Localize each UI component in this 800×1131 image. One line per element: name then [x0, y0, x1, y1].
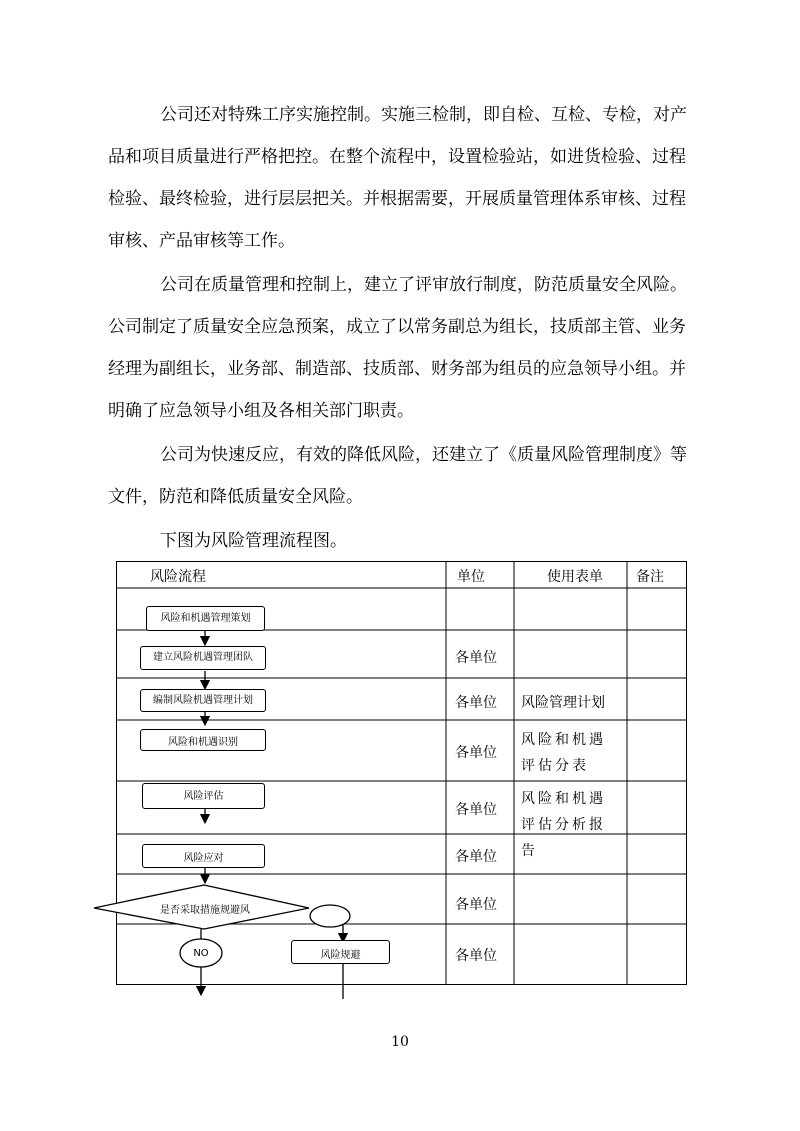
form-cell: 风险和机遇评估分析报告	[521, 791, 606, 859]
paragraph-1: 公司还对特殊工序实施控制。实施三检制，即自检、互检、专检，对产品和项目质量进行严格把控。在整个流程中，设置检验站，如进货检验、过程检验、最终检验，进行层层把关。并根据需要，开展质量管理体系审核、过程审核、产品审核等工作。	[108, 105, 687, 251]
risk-flow-table	[116, 561, 687, 985]
flow-step-plan: 风险和机遇管理策划	[146, 606, 265, 631]
unit-cell: 各单位	[455, 897, 497, 913]
form-cell: 风险和机遇评估分表	[521, 732, 606, 774]
unit-cell: 各单位	[455, 695, 497, 711]
flow-step-assess: 风险评估	[142, 783, 265, 809]
unit-cell: 各单位	[455, 849, 497, 865]
header-remark: 备注	[636, 569, 664, 585]
flow-step-respond: 风险应对	[142, 844, 265, 868]
yes-circle	[310, 905, 350, 927]
unit-cell: 各单位	[455, 745, 497, 761]
unit-cell: 各单位	[455, 948, 497, 964]
flow-step-avoid: 风险规避	[291, 940, 390, 964]
form-cell: 风险管理计划	[521, 695, 605, 711]
flow-step-identify: 风险和机遇识别	[140, 729, 266, 751]
page-number: 10	[391, 1034, 409, 1050]
decision-label: 是否采取措施规避风	[160, 905, 250, 916]
unit-cell: 各单位	[455, 802, 497, 818]
unit-cell: 各单位	[455, 650, 497, 666]
flow-step-plan-doc: 编制风险机遇管理计划	[140, 689, 266, 712]
no-label: NO	[193, 948, 209, 959]
header-unit: 单位	[457, 569, 485, 585]
header-risk-flow: 风险流程	[150, 569, 206, 585]
paragraph-3: 公司为快速反应，有效的降低风险，还建立了《质量风险管理制度》等文件，防范和降低质量安全风险。	[108, 445, 687, 507]
paragraph-4: 下图为风险管理流程图。	[160, 531, 347, 551]
header-form: 使用表单	[547, 569, 603, 585]
paragraph-2: 公司在质量管理和控制上，建立了评审放行制度，防范质量安全风险。公司制定了质量安全应急预案，成立了以常务副总为组长，技质部主管、业务经理为副组长，业务部、制造部、技质部、财务部为组员的应急领导小组。并明确了应急领导小组及各相关部门职责。	[108, 275, 687, 421]
flow-step-team: 建立风险机遇管理团队	[140, 646, 266, 670]
